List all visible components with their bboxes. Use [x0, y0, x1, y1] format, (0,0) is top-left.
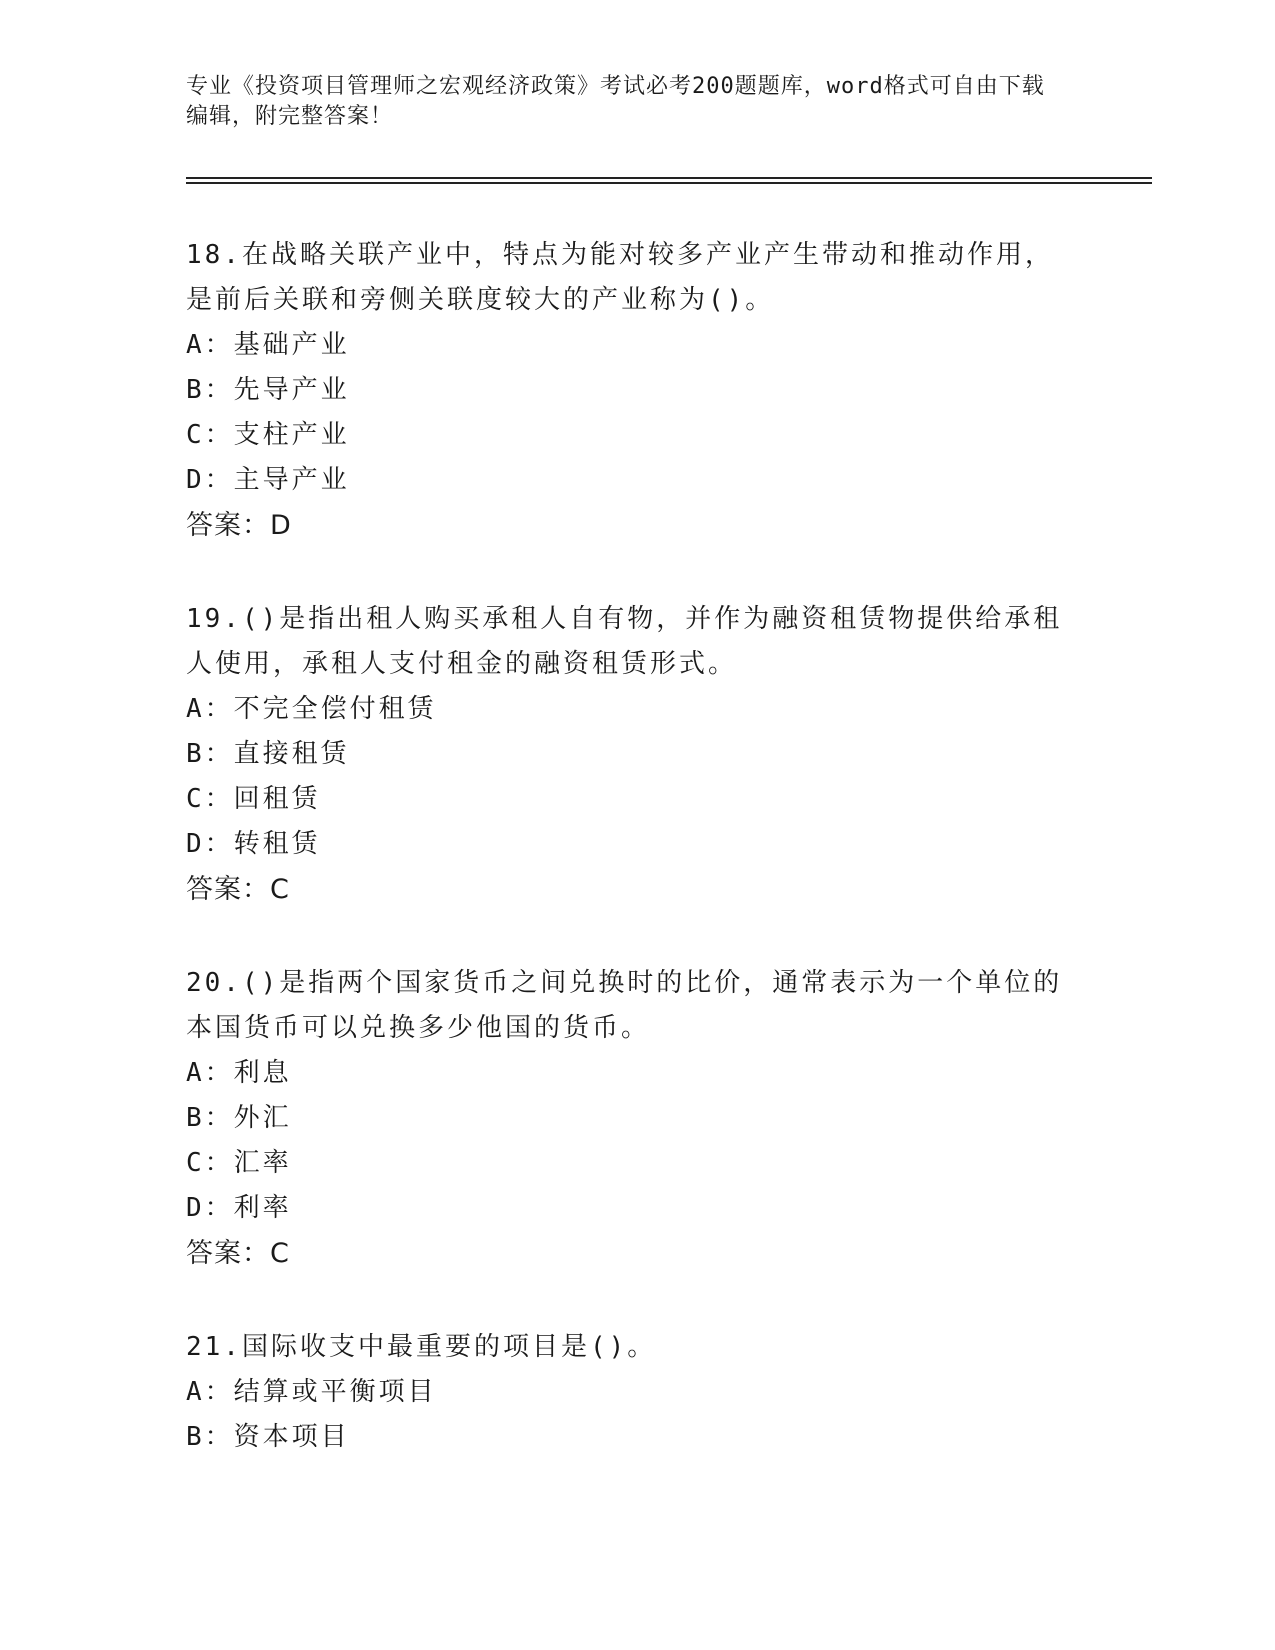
header-rule-bottom [186, 182, 1152, 184]
question-19 [186, 597, 1076, 912]
answer-line: 答案：C [186, 874, 290, 905]
option-d: D：转租赁 [186, 829, 321, 859]
option-b: B：先导产业 [186, 375, 350, 405]
option-c: C：支柱产业 [186, 420, 350, 450]
question-21 [186, 1325, 1076, 1460]
header-rule-top [186, 177, 1152, 179]
question-18 [186, 233, 1076, 548]
option-b: B：直接租赁 [186, 739, 350, 769]
option-c: C：汇率 [186, 1148, 292, 1178]
option-b: B：资本项目 [186, 1422, 350, 1452]
answer-line: 答案：C [186, 1238, 290, 1269]
option-a: A：基础产业 [186, 330, 350, 360]
question-text: 21.国际收支中最重要的项目是()。 [186, 1332, 657, 1362]
document-header: 专业《投资项目管理师之宏观经济政策》考试必考200题题库，word格式可自由下载编辑，附完整答案！ [186, 74, 1045, 129]
option-a: A：利息 [186, 1058, 292, 1088]
option-d: D：主导产业 [186, 465, 350, 495]
question-20 [186, 961, 1076, 1276]
answer-line: 答案：D [186, 510, 292, 541]
option-a: A：结算或平衡项目 [186, 1377, 437, 1407]
question-text: 19.()是指出租人购买承租人自有物，并作为融资租赁物提供给承租人使用，承租人支付租金的融资租赁形式。 [186, 604, 1063, 679]
option-c: C：回租赁 [186, 784, 321, 814]
option-b: B：外汇 [186, 1103, 292, 1133]
question-text: 20.()是指两个国家货币之间兑换时的比价，通常表示为一个单位的本国货币可以兑换多少他国的货币。 [186, 968, 1063, 1043]
option-d: D：利率 [186, 1193, 292, 1223]
question-text: 18.在战略关联产业中，特点为能对较多产业产生带动和推动作用，是前后关联和旁侧关联度较大的产业称为()。 [186, 240, 1054, 315]
option-a: A：不完全偿付租赁 [186, 694, 437, 724]
